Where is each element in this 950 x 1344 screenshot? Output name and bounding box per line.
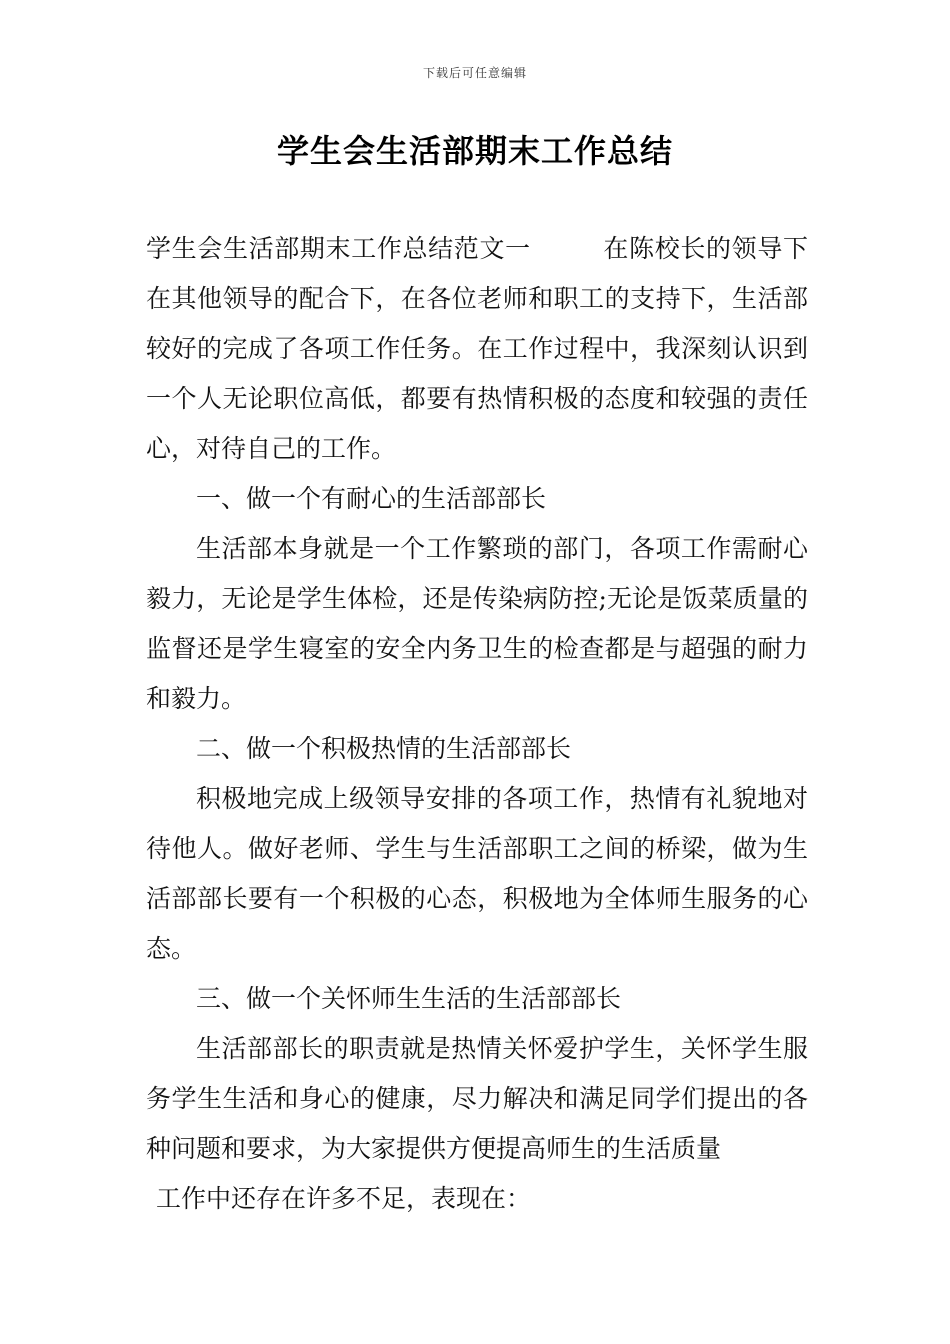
section-body-2: 积极地完成上级领导安排的各项工作，热情有礼貌地对待他人。做好老师、学生与生活部职工之间的桥梁，做为生活部部长要有一个积极的心态，积极地为全体师生服务的心态。	[146, 784, 808, 963]
intro-body: 在陈校长的领导下在其他领导的配合下，在各位老师和职工的支持下，生活部较好的完成了各项工作任务。在工作过程中，我深刻认识到一个人无论职位高低，都要有热情积极的态度和较强的责任心，对待自己的工作。	[146, 234, 808, 463]
section-heading-1: 一、做一个有耐心的生活部部长	[196, 484, 547, 513]
section-body-3: 生活部部长的职责就是热情关怀爱护学生，关怀学生服务学生生活和身心的健康，尽力解决和满足同学们提出的各种问题和要求，为大家提供方便提高师生的生活质量	[146, 1034, 808, 1163]
closing-line: 工作中还存在许多不足，表现在：	[156, 1184, 532, 1213]
intro-lead: 学生会生活部期末工作总结范文一	[146, 234, 531, 263]
document-title: 学生会生活部期末工作总结	[276, 132, 673, 170]
intro-paragraph	[146, 224, 808, 474]
section-heading-3: 三、做一个关怀师生生活的生活部部长	[196, 984, 622, 1013]
section-heading-2: 二、做一个积极热情的生活部部长	[196, 734, 572, 763]
document-body	[146, 224, 808, 1224]
section-body-1: 生活部本身就是一个工作繁琐的部门，各项工作需耐心毅力，无论是学生体检，还是传染病防控;无论是饭菜质量的监督还是学生寝室的安全内务卫生的检查都是与超强的耐力和毅力。	[146, 534, 808, 713]
header-note: 下载后可任意编辑	[422, 66, 527, 80]
